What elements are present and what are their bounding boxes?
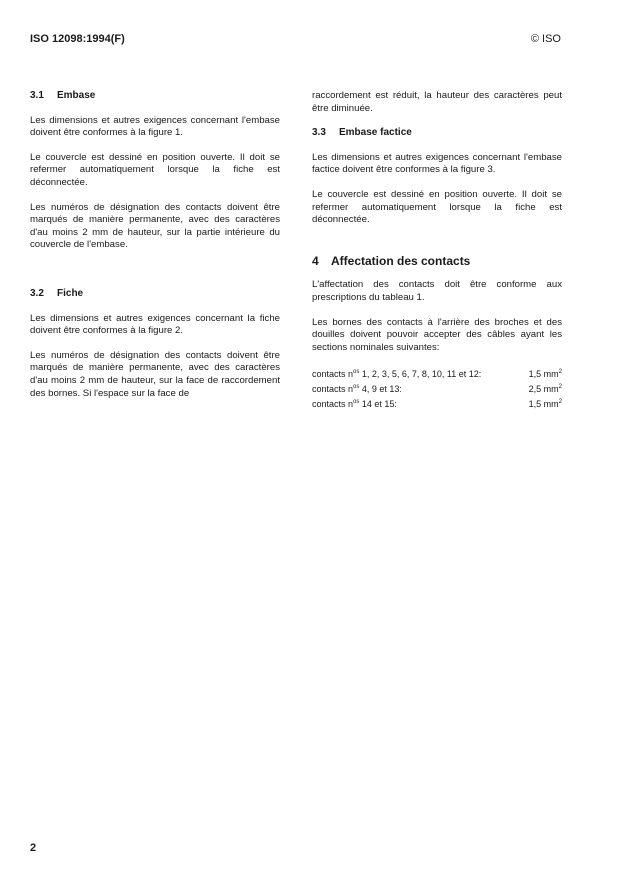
section-title: Fiche [57, 287, 84, 299]
section-number: 3.3 [312, 127, 326, 139]
section-3-3-heading [312, 127, 562, 140]
section-number: 3.2 [30, 287, 44, 299]
document-standard-code: ISO 12098:1994(F) [30, 33, 125, 45]
section-title: Embase [57, 90, 96, 101]
section-title: Embase factice [339, 127, 412, 139]
table-row [312, 366, 562, 381]
paragraph: L'affectation des contacts doit être conforme aux prescriptions du tableau 1. [312, 279, 562, 303]
table-row [312, 396, 562, 411]
paragraph: Les dimensions et autres exigences concernant l'embase factice doivent être conformes à la figure 3. [312, 151, 562, 176]
paragraph: Les bornes des contacts à l'arrière des broches et des douilles doivent pouvoir accepter des câbles ayant les sections nominales suivantes: [312, 316, 562, 353]
section-4-heading [312, 255, 562, 268]
section-3-2-heading [30, 288, 280, 301]
paragraph: Le couvercle est dessiné en position ouverte. Il doit se refermer automatiquement lorsque la fiche est déconnectée. [312, 188, 562, 226]
section-number: 4 [312, 253, 319, 268]
contacts-cell: contacts $n^{os}$ 14 et 15: [312, 398, 397, 409]
page-number: 2 [30, 842, 37, 854]
section-title: Affectation des contacts [331, 253, 471, 268]
paragraph: Les numéros de désignation des contacts doivent être marqués de manière permanente, avec des caractères d'au moins 2 mm de hauteur, sur la face de raccordement des bornes. Si l'espace sur la face de [30, 349, 280, 399]
right-column [312, 90, 562, 411]
section-number: 3.1 [30, 90, 44, 101]
section-value: 2,5 $mm^2$ [528, 383, 562, 394]
paragraph: Les numéros de désignation des contacts doivent être marqués de manière permanente, avec des caractères d'au moins 2 mm de hauteur, sur la partie intérieure du couvercle de l'embase. [30, 201, 280, 251]
section-3-1-heading [30, 90, 280, 103]
section-value: 1,5 $mm^2$ [528, 398, 562, 409]
left-column [30, 90, 280, 400]
paragraph: Les dimensions et autres exigences concernant la fiche doivent être conformes à la figure 2. [30, 312, 280, 337]
wire-section-table [312, 366, 562, 411]
copyright-mark: © ISO [530, 33, 561, 45]
section-value: 1,5 $mm^2$ [528, 368, 562, 379]
contacts-cell: contacts $n^{os}$ 4, 9 et 13: [312, 383, 402, 394]
paragraph: Le couvercle est dessiné en position ouverte. Il doit se refermer automatiquement lorsque la fiche est déconnectée. [30, 151, 280, 188]
paragraph-continued: raccordement est réduit, la hauteur des caractères peut être diminuée. [312, 90, 562, 114]
table-row [312, 381, 562, 396]
contacts-cell: contacts $n^{os}$ 1, 2, 3, 5, 6, 7, 8, 10, 11 et 12: [312, 368, 482, 379]
paragraph: Les dimensions et autres exigences concernant l'embase doivent être conformes à la figure 1. [30, 114, 280, 139]
